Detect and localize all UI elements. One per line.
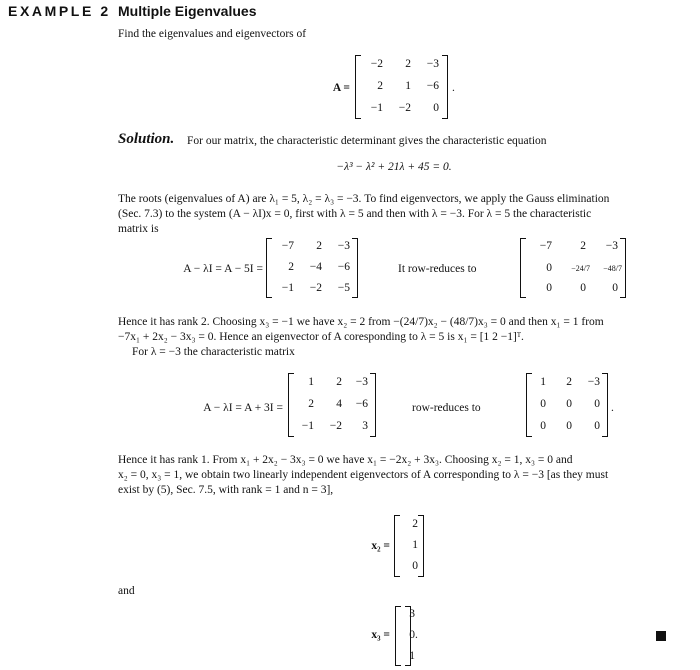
- block1-reduced-cell: 2: [580, 240, 586, 252]
- matrix-a-cell: −2: [398, 102, 411, 114]
- rank2-line: −7x₁ + 2x₂ − 3x₃ = 0. Hence an eigenvector of A coresponding to λ = 5 is x₁ = [1 2 −1]ᵀ.: [118, 331, 524, 343]
- matrix-a-period: .: [452, 82, 455, 94]
- matrix-a-cell: 2: [405, 58, 411, 70]
- block1-lhs: A − λI = A − 5I =: [183, 263, 263, 275]
- vector-x2-cell: 2: [412, 518, 418, 530]
- block2-reduced-cell: 0: [540, 398, 546, 410]
- block2-reduced-cell: 1: [540, 376, 546, 388]
- and-text: and: [118, 585, 135, 597]
- roots-line: The roots (eigenvalues of A) are λ₁ = 5, λ₂ = λ₃ = −3. To find eigenvectors, we apply the Gauss elimination: [118, 193, 610, 205]
- matrix-a-cell: −1: [370, 102, 383, 114]
- rank2-line: For λ = −3 the characteristic matrix: [132, 346, 295, 358]
- block2-reduced-matrix: [526, 373, 608, 437]
- block2-cell: 4: [336, 398, 342, 410]
- roots-line: (Sec. 7.3) to the system (A − λI)x = 0, first with λ = 5 and then with λ = −3. For λ = 5 the characteristic: [118, 208, 592, 220]
- block1-cell: −4: [309, 261, 322, 273]
- rank1-line: Hence it has rank 1. From x₁ + 2x₂ − 3x₃ = 0 we have x₁ = −2x₂ + 3x₃. Choosing x₂ = 1, x₃ = 0 and: [118, 454, 573, 466]
- block2-cell: 2: [308, 398, 314, 410]
- block1-reduced-cell: −48/7: [603, 264, 622, 273]
- block1-cell: −7: [281, 240, 294, 252]
- block2-cell: −2: [329, 420, 342, 432]
- rank1-line: x₂ = 0, x₃ = 1, we obtain two linearly independent eigenvectors of A corresponding to λ = −3 [as they must: [118, 469, 609, 481]
- block1-cell: 2: [316, 240, 322, 252]
- block2-reduced-cell: 0: [594, 398, 600, 410]
- block1-cell: −5: [337, 282, 350, 294]
- block2-cell: −3: [355, 376, 368, 388]
- block1-cell: −6: [337, 261, 350, 273]
- vector-x2-cell: 1: [412, 539, 418, 551]
- block1-cell: −1: [281, 282, 294, 294]
- block2-reduced-cell: −3: [587, 376, 600, 388]
- block1-reduced-cell: 0: [546, 262, 552, 274]
- matrix-a-cell: −6: [426, 80, 439, 92]
- matrix-a-cell: −2: [370, 58, 383, 70]
- vector-x2-cell: 0: [412, 560, 418, 572]
- matrix-a: [355, 55, 448, 119]
- vector-x3-label: x₃ =: [371, 629, 390, 641]
- roots-paragraph: [118, 192, 670, 237]
- block2-matrix: [288, 373, 376, 437]
- vector-x2: [394, 515, 424, 577]
- block1-middle-text: It row-reduces to: [398, 263, 477, 275]
- vector-x3-cell: 0: [409, 629, 415, 641]
- block2-cell: −1: [301, 420, 314, 432]
- matrix-a-cell: 2: [377, 80, 383, 92]
- block2-middle-text: row-reduces to: [412, 402, 481, 414]
- block1-matrix: [266, 238, 358, 298]
- block1-reduced-cell: −24/7: [571, 264, 590, 273]
- block2-lhs: A − λI = A + 3I =: [203, 402, 283, 414]
- block2-reduced-cell: 0: [594, 420, 600, 432]
- rank2-line: Hence it has rank 2. Choosing x₃ = −1 we have x₂ = 2 from −(24/7)x₂ − (48/7)x₃ = 0 and then x₁ = 1 from: [118, 316, 604, 328]
- vector-x3-period: .: [415, 629, 418, 641]
- block2-cell: 3: [362, 420, 368, 432]
- block2-period: .: [611, 402, 614, 414]
- roots-line: matrix is: [118, 223, 159, 235]
- solution-text: For our matrix, the characteristic determinant gives the characteristic equation: [187, 135, 547, 147]
- intro-text: Find the eigenvalues and eigenvectors of: [118, 28, 307, 40]
- block2-reduced-cell: 0: [566, 398, 572, 410]
- matrix-a-label: A =: [332, 82, 350, 94]
- block1-cell: −3: [337, 240, 350, 252]
- block1-cell: −2: [309, 282, 322, 294]
- end-of-example-square: [656, 631, 666, 641]
- block2-cell: 2: [336, 376, 342, 388]
- block1-reduced-cell: −7: [539, 240, 552, 252]
- matrix-a-cell: 1: [405, 80, 411, 92]
- block2-cell: 1: [308, 376, 314, 388]
- vector-x3: [395, 606, 415, 666]
- block1-reduced-cell: 0: [546, 282, 552, 294]
- matrix-a-cell: −3: [426, 58, 439, 70]
- block2-reduced-cell: 0: [566, 420, 572, 432]
- block1-reduced-matrix: [520, 238, 626, 298]
- rank2-paragraph: [118, 315, 670, 360]
- block1-cell: 2: [288, 261, 294, 273]
- example-title: Multiple Eigenvalues: [118, 3, 257, 19]
- matrix-a-cell: 0: [433, 102, 439, 114]
- vector-x3-cell: 1: [409, 650, 415, 662]
- block2-reduced-cell: 2: [566, 376, 572, 388]
- solution-heading: Solution.: [118, 131, 175, 147]
- block2-cell: −6: [355, 398, 368, 410]
- block1-reduced-cell: 0: [612, 282, 618, 294]
- characteristic-equation: −λ³ − λ² + 21λ + 45 = 0.: [336, 161, 452, 173]
- block1-reduced-cell: 0: [580, 282, 586, 294]
- rank1-line: exist by (5), Sec. 7.5, with rank = 1 and n = 3],: [118, 484, 334, 496]
- vector-x2-label: x₂ =: [371, 540, 390, 552]
- rank1-paragraph: [118, 453, 670, 498]
- block1-reduced-cell: −3: [605, 240, 618, 252]
- block2-reduced-cell: 0: [540, 420, 546, 432]
- vector-x3-cell: 3: [409, 608, 415, 620]
- example-label: EXAMPLE 2: [8, 3, 111, 19]
